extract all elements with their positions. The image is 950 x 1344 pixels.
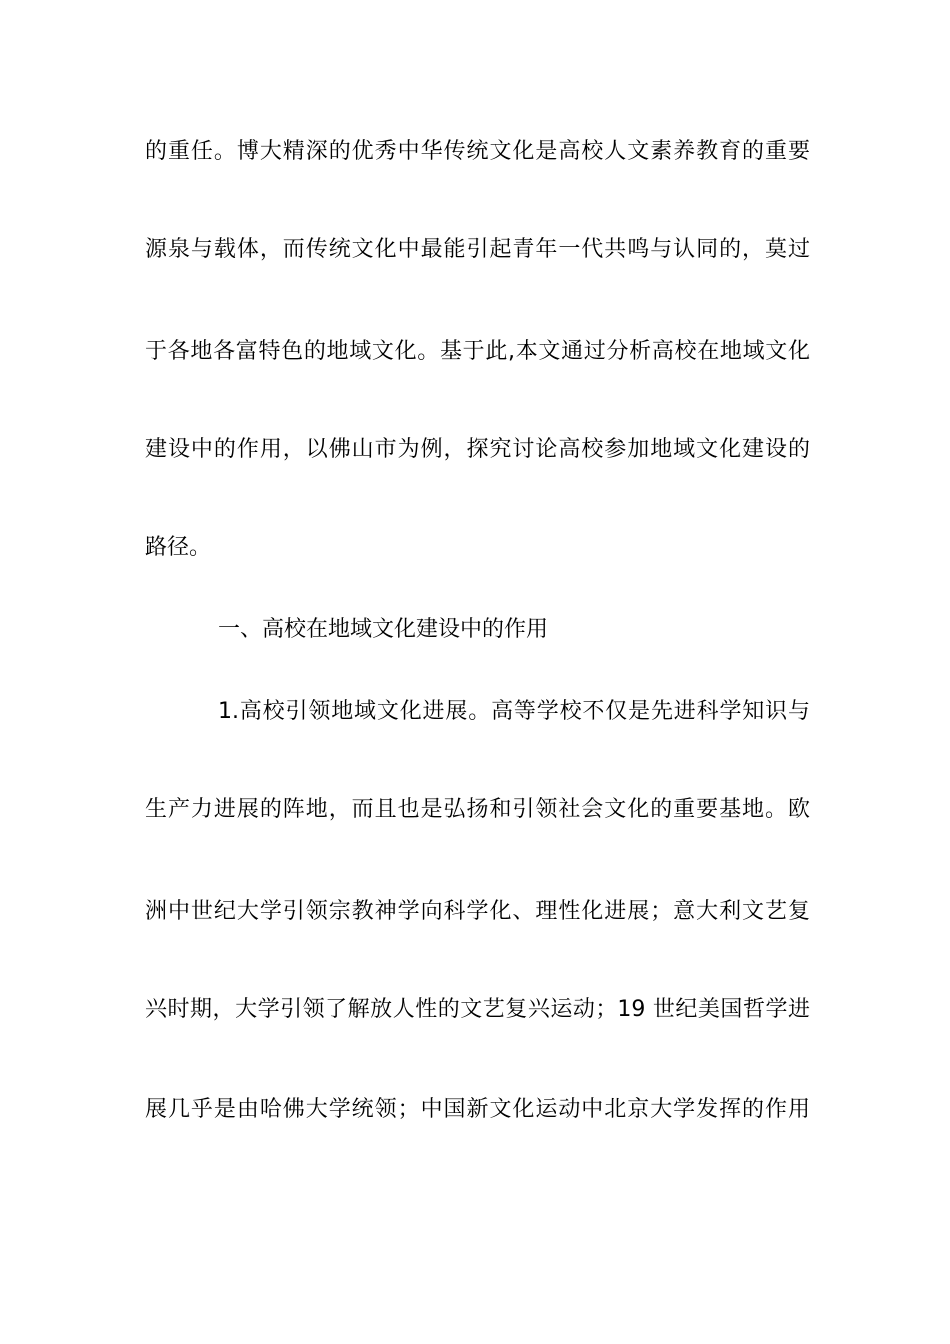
paragraph-line-3: 于各地各富特色的地域文化。基于此,本文通过分析高校在地域文化 [145,339,810,364]
paragraph-line-10: 展几乎是由哈佛大学统领；中国新文化运动中北京大学发挥的作用 [145,1097,810,1122]
paragraph-line-2: 源泉与载体，而传统文化中最能引起青年一代共鸣与认同的，莫过 [145,237,810,262]
paragraph-line-8: 洲中世纪大学引领宗教神学向科学化、理性化进展；意大利文艺复 [145,899,810,924]
section-heading: 一、高校在地域文化建设中的作用 [218,617,549,642]
paragraph-line-6: 1.高校引领地域文化进展。高等学校不仅是先进科学知识与 [218,699,810,724]
paragraph-line-4: 建设中的作用，以佛山市为例，探究讨论高校参加地域文化建设的 [145,437,810,462]
paragraph-line-5: 路径。 [145,535,212,560]
paragraph-line-7: 生产力进展的阵地，而且也是弘扬和引领社会文化的重要基地。欧 [145,797,810,822]
paragraph-line-1: 的重任。博大精深的优秀中华传统文化是高校人文素养教育的重要 [145,139,810,164]
paragraph-line-9: 兴时期，大学引领了解放人性的文艺复兴运动；19 世纪美国哲学进 [145,997,810,1022]
